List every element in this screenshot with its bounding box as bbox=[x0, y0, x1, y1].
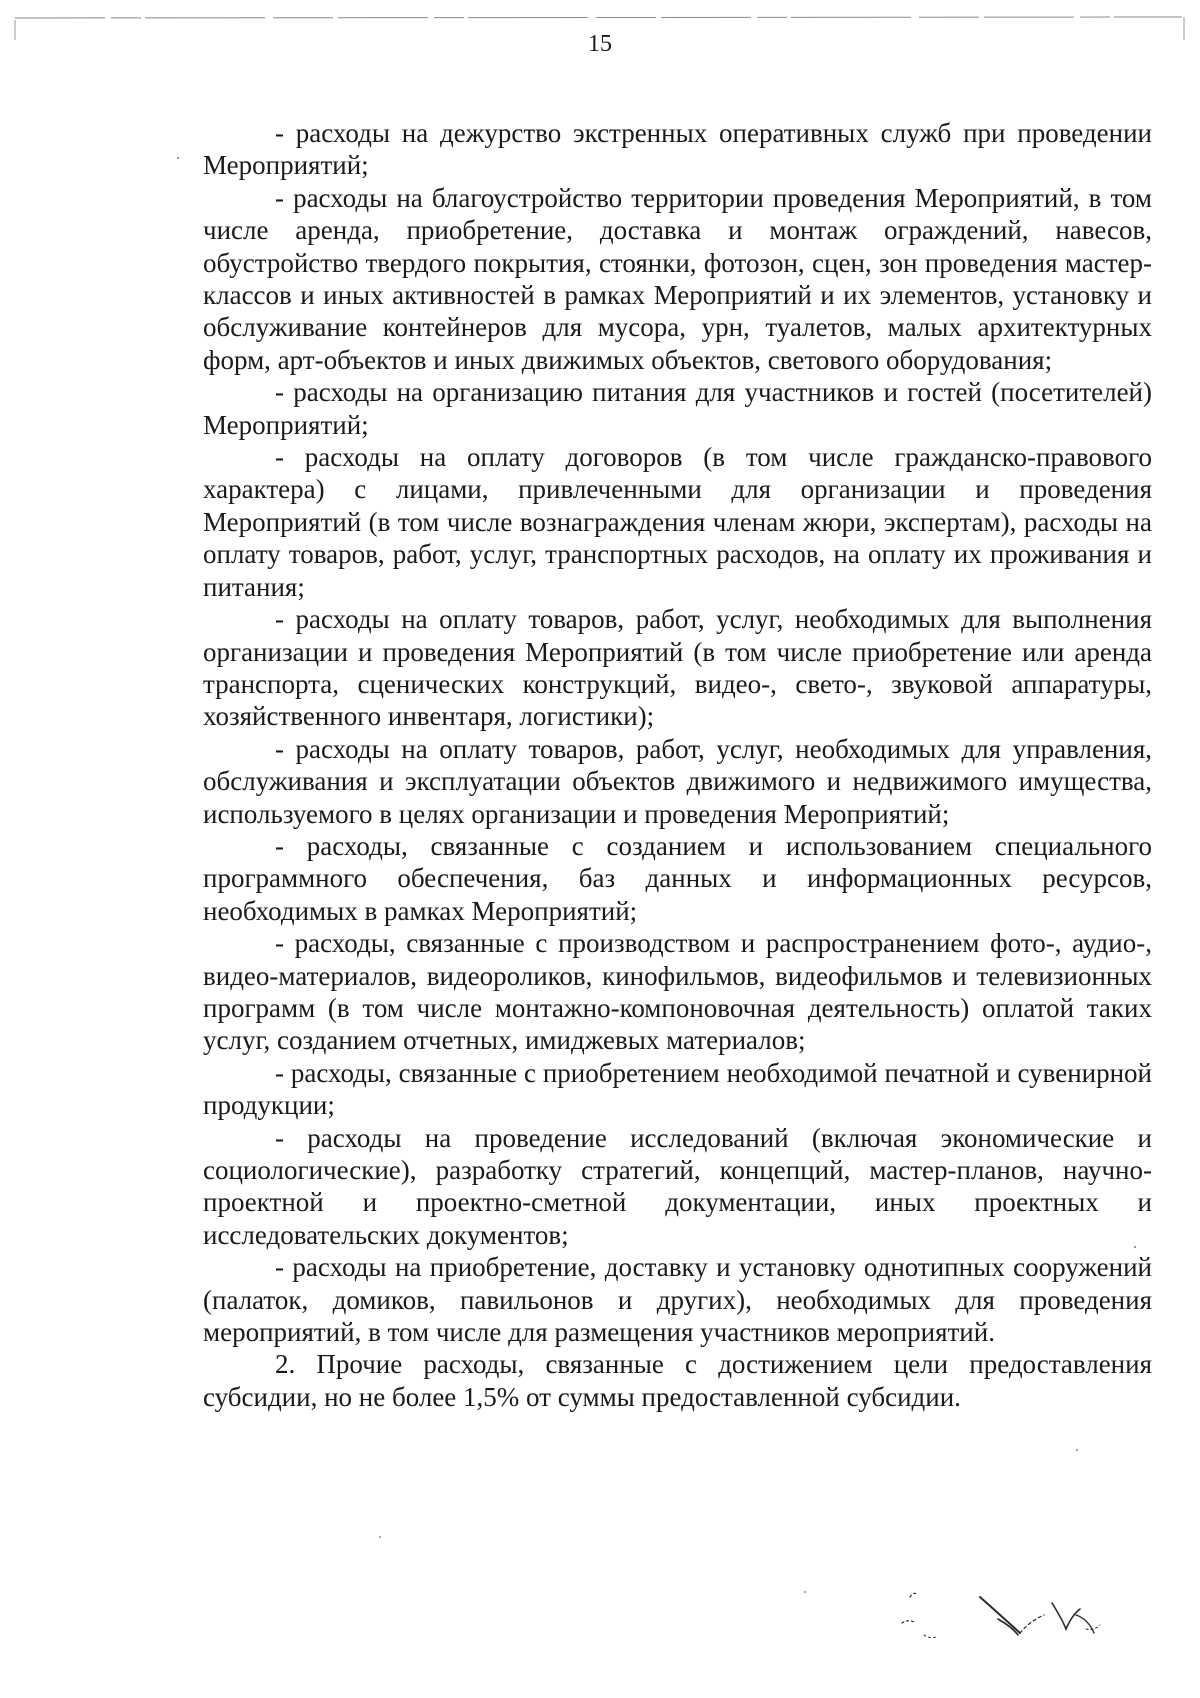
document-body bbox=[203, 117, 1152, 1413]
paragraph: - расходы на благоустройство территории проведения Мероприятий, в том числе аренда, приобретение, доставка и монтаж ограждений, навесов, обустройство твердого покрытия, стоянки, фотозон, сцен, зон проведения мастер-классов и иных активностей в рамках Мероприятий и их элементов, установку и обслуживание контейнеров для мусора, урн, туалетов, малых архитектурных форм, арт-объектов и иных движимых объектов, светового оборудования; bbox=[203, 182, 1152, 375]
paragraph: - расходы, связанные с приобретением необходимой печатной и сувенирной продукции; bbox=[203, 1057, 1152, 1121]
signature-mark bbox=[880, 1575, 1140, 1655]
paragraph: - расходы на оплату договоров (в том числе гражданско-правового характера) с лицами, привлеченными для организации и проведения Мероприятий (в том числе вознаграждения членам жюри, экспертам), расходы на оплату товаров, работ, услуг, транспортных расходов, на оплату их проживания и питания; bbox=[203, 442, 1152, 602]
paragraph: - расходы на дежурство экстренных оперативных служб при проведении Мероприятий; bbox=[203, 118, 1152, 181]
paragraph: - расходы на приобретение, доставку и установку однотипных сооружений (палаток, домиков, павильонов и других), необходимых для проведения мероприятий, в том числе для размещения участников мероприятий. bbox=[203, 1252, 1152, 1348]
paragraph: 2. Прочие расходы, связанные с достижением цели предоставления субсидии, но не более 1,5% от суммы предоставленной субсидии. bbox=[203, 1349, 1152, 1412]
paragraph: - расходы, связанные с созданием и использованием специального программного обеспечения, баз данных и информационных ресурсов, необходимых в рамках Мероприятий; bbox=[203, 830, 1152, 926]
paragraph: - расходы на организацию питания для участников и гостей (посетителей) Мероприятий; bbox=[203, 377, 1152, 440]
paragraph: - расходы на проведение исследований (включая экономические и социологические), разработку стратегий, концепций, мастер-планов, научно-проектной и проектно-сметной документации, иных проектных и исследовательских документов; bbox=[203, 1122, 1152, 1250]
page-number: 15 bbox=[588, 31, 612, 57]
paragraph: - расходы, связанные с производством и распространением фото-, аудио-, видео-материалов, видеороликов, кинофильмов, видеофильмов и телевизионных программ (в том числе монтажно-компоновочная деятельность) оплатой таких услуг, созданием отчетных, имиджевых материалов; bbox=[203, 928, 1152, 1056]
paragraph: - расходы на оплату товаров, работ, услуг, необходимых для выполнения организации и проведения Мероприятий (в том числе приобретение или аренда транспорта, сценических конструкций, видео-, свето-, звуковой аппаратуры, хозяйственного инвентаря, логистики); bbox=[203, 604, 1152, 732]
paragraph: - расходы на оплату товаров, работ, услуг, необходимых для управления, обслуживания и эксплуатации объектов движимого и недвижимого имущества, используемого в целях организации и проведения Мероприятий; bbox=[203, 733, 1152, 829]
